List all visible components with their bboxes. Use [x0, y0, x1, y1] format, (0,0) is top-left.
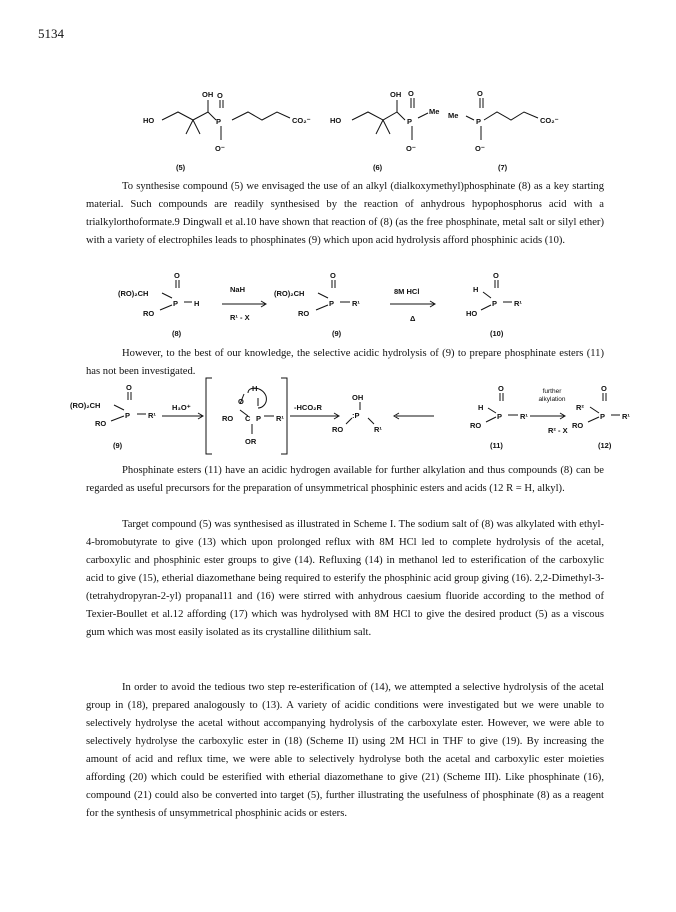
paragraph-2: However, to the best of our knowledge, the selective acidic hydrolysis of (9) to prepare phosphinate esters (11) has not been investigated. — [86, 348, 604, 377]
s3-int-h: H — [252, 384, 258, 393]
c7-p: P — [476, 117, 482, 126]
s2-c10-p: P — [492, 299, 498, 308]
s2-arrow2-bottom: Δ — [410, 314, 416, 323]
s3-int-ro: RO — [222, 414, 234, 423]
s3-int-c: C — [245, 414, 251, 423]
s2-c9-ro: RO — [298, 309, 310, 318]
s3-loss: -HCO₂R — [294, 403, 322, 412]
c5-ho: HO — [143, 116, 155, 125]
s3-cp-ro: RO — [332, 425, 344, 434]
label-7: (7) — [498, 163, 508, 172]
paragraph-4: Target compound (5) was synthesised as illustrated in Scheme I. The sodium salt of (8) was alkylated with ethyl-4-bromobutyrate to give (13) which upon prolonged reflux with 8M HCl led to complete hydrolysis of the acetal, carboxylic and phosphinic ester groups to give (14). Refluxing (14) in methanol led to esterification of the carboxylic acid to give (15), etherial diazomethane being required to esterify the phosphinic acid group giving (16). 2,2-Dimethyl-3-(tetrahydropyran-2-yl) propanal11 and (16) were stirred with anhydrous caesium fluoride according to the method of Texier-Boullet et al.12 affording (17) which was hydrolysed with 8M HCl to give the desired product (5) as a viscous gum which was most easily isolated as its crystalline dilithium salt. — [86, 519, 604, 638]
label-6: (6) — [373, 163, 383, 172]
s3-label-12: (12) — [598, 441, 612, 450]
c7-me: Me — [448, 111, 459, 120]
c5-oh: OH — [202, 90, 214, 99]
c5-o: O — [217, 91, 223, 100]
s2-c10-h: H — [473, 285, 479, 294]
c5-ominus: O⁻ — [215, 144, 225, 153]
c6-ominus: O⁻ — [406, 144, 416, 153]
paragraph-1: To synthesise compound (5) we envisaged the use of an alkyl (dialkoxymethyl)phosphinate (8) as a key starting material. Such compounds are readily synthesised by the reaction of anhydrous hypophosphorus acid with a trialkylorthoformate.9 Dingwall et al.10 have shown that reaction of (8) (as the free phosphinate, metal salt or silyl ether) with a variety of electrophiles leads to phosphinates (9) which upon acid hydrolysis afford phosphinic acids (10). — [86, 181, 604, 246]
c7-o: O — [477, 89, 483, 98]
s2-arrow1-top: NaH — [230, 285, 246, 294]
s2-c9-p: P — [329, 299, 335, 308]
s3-c11-r1: R¹ — [520, 412, 528, 421]
s2-arrow2-top: 8M HCl — [394, 287, 420, 296]
s3-c11-p: P — [497, 412, 503, 421]
s3-int-or: OR — [245, 437, 257, 446]
s3-int-o: O — [238, 397, 244, 406]
s3-c11-ro: RO — [470, 421, 482, 430]
s3-c11-h: H — [478, 403, 484, 412]
s2-label-8: (8) — [172, 329, 182, 338]
s3-c12-ro: RO — [572, 421, 584, 430]
s3-c9-ro2ch: (RO)₂CH — [70, 401, 101, 410]
s2-c10-o: O — [493, 271, 499, 280]
c5-p: P — [216, 117, 222, 126]
s2-c8-ro: RO — [143, 309, 155, 318]
s3-cp-oh: OH — [352, 393, 364, 402]
paragraph-5: In order to avoid the tedious two step re-esterification of (14), we attempted a selective hydrolysis of the acetal group in (18), prepared analogously to (13). A variety of acidic conditions were investigated but we were unable to selectively hydrolyse the acetal without accompanying hydrolysis of the carboxylate ester. However, we were able to selectively hydrolyse the carboxylic ester in (18) (Scheme II) using 2M HCl in THF to give (19). By increasing the amount of acid and reflux time, we were able to selectively hydrolyse both the acetal and carboxylic ester moieties affording (20) which could be esterified with etherial diazomethane to give (21) (Scheme III). Like phosphinate (16), compound (21) could also be converted into target (5), further illustrating the usefulness of phosphinate (8) as a reagent for the synthesis of unsymmetrical phosphinic acids or esters. — [86, 682, 604, 819]
s2-c8-o: O — [174, 271, 180, 280]
page-number: 5134 — [38, 26, 64, 41]
s3-cp-r1: R¹ — [374, 425, 382, 434]
c6-ho: HO — [330, 116, 342, 125]
c7-co2: CO₂⁻ — [540, 116, 559, 125]
s2-c9-o: O — [330, 271, 336, 280]
c6-me: Me — [429, 107, 440, 116]
s2-arrow1-bottom: R¹ - X — [230, 313, 250, 322]
s2-c8-p: P — [173, 299, 179, 308]
s2-c8-h: H — [194, 299, 200, 308]
c6-o: O — [408, 89, 414, 98]
s3-c12-p: P — [600, 412, 606, 421]
c6-p: P — [407, 117, 413, 126]
s3-label-9: (9) — [113, 441, 123, 450]
paragraph-3: Phosphinate esters (11) have an acidic hydrogen available for further alkylation and thus compounds (8) can be regarded as useful precursors for the preparation of unsymmetrical phosphinic esters and acids (12 R = H, alkyl). — [86, 465, 604, 494]
label-5: (5) — [176, 163, 186, 172]
s3-c12-r1: R¹ — [622, 412, 630, 421]
s2-c9-ro2ch: (RO)₂CH — [274, 289, 305, 298]
s2-c9-r1: R¹ — [352, 299, 360, 308]
s3-arrow1-top: H₃O⁺ — [172, 403, 191, 412]
s3-c12-r2: R² — [576, 403, 584, 412]
c7-ominus: O⁻ — [475, 144, 485, 153]
s2-c10-ho: HO — [466, 309, 478, 318]
s3-c9-o: O — [126, 383, 132, 392]
c5-co2: CO₂⁻ — [292, 116, 311, 125]
s3-int-p: P — [256, 414, 262, 423]
s2-c10-r1: R¹ — [514, 299, 522, 308]
s3-int-r1: R¹ — [276, 414, 284, 423]
s3-c9-ro: RO — [95, 419, 107, 428]
s3-cp-p: :P — [352, 411, 360, 420]
s2-label-10: (10) — [490, 329, 504, 338]
s2-c8-ro2ch: (RO)₂CH — [118, 289, 149, 298]
s3-label-11: (11) — [490, 441, 503, 450]
s3-c9-r1: R¹ — [148, 411, 156, 420]
c6-oh: OH — [390, 90, 402, 99]
s3-arrow3-top: further alkylation — [538, 388, 566, 403]
s3-c12-o: O — [601, 384, 607, 393]
s2-label-9: (9) — [332, 329, 342, 338]
s3-c9-p: P — [125, 411, 131, 420]
s3-arrow3-bottom: R² - X — [548, 426, 568, 435]
s3-c11-o: O — [498, 384, 504, 393]
